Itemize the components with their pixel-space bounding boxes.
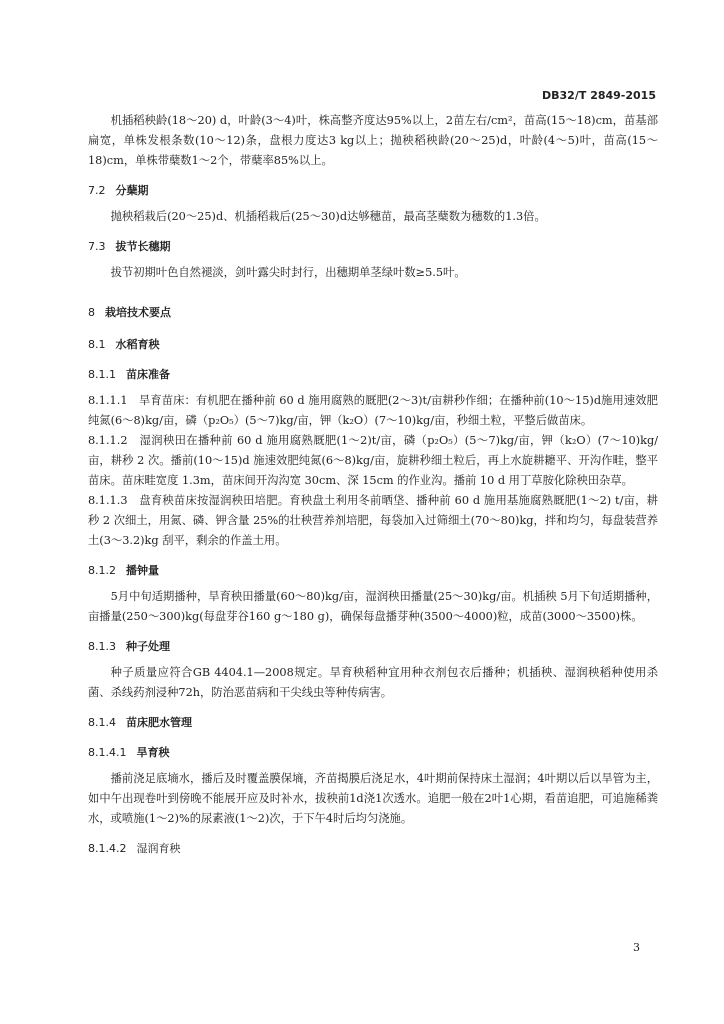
heading-title: 分蘖期	[115, 184, 149, 197]
section-heading-8-1-4-1	[88, 743, 658, 763]
heading-title: 水稻育秧	[115, 338, 160, 351]
document-body	[88, 111, 658, 859]
heading-title: 苗床准备	[126, 368, 170, 381]
heading-number: 8.1.2	[88, 564, 116, 577]
heading-title: 播钟量	[126, 564, 159, 577]
section-heading-8-1-2	[88, 561, 658, 581]
page-number: 3	[633, 941, 640, 954]
section-heading-8-1	[88, 335, 658, 355]
heading-title: 旱育秧	[136, 746, 170, 759]
body-paragraph: 种子质量应符合GB 4404.1—2008规定。旱育秧稻种宜用种衣剂包衣后播种；机插秧、湿润秧稻种使用杀菌、杀线药剂浸种72h，防治恶苗病和干尖线虫等种传病害。	[88, 666, 658, 699]
heading-number: 8	[88, 306, 95, 319]
section-heading-8	[88, 303, 658, 323]
heading-number: 8.1.4.1	[88, 746, 127, 759]
heading-number: 7.2	[88, 184, 106, 197]
body-paragraph: 抛秧稻栽后(20～25)d、机插稻栽后(25～30)d达够穗苗，最高茎蘖数为穗数的1.3倍。	[110, 210, 546, 223]
heading-number: 8.1	[88, 338, 106, 351]
numbered-paragraph-8-1-1-2	[88, 431, 658, 491]
numbered-paragraph-8-1-1-1	[88, 391, 658, 431]
heading-title: 拔节长穗期	[115, 240, 171, 253]
clause-number: 8.1.1.2	[88, 434, 128, 447]
clause-number: 8.1.1.3	[88, 494, 128, 507]
section-heading-8-1-4-2	[88, 839, 658, 859]
clause-text: 旱育苗床：有机肥在播种前 60 d 施用腐熟的厩肥(2～3)t/亩耕秒作细；在播种前(10～15)d施用速效肥纯氮(6～8)kg/亩，磷（p₂O₅）(5～7)kg/亩，钾（k₂O）(7～10)kg/亩，秒细土粒，平整后做苗床。	[88, 394, 658, 427]
section-heading-8-1-4	[88, 713, 658, 733]
section-heading-8-1-1	[88, 365, 658, 385]
heading-number: 8.1.1	[88, 368, 116, 381]
section-heading-7-3	[88, 237, 658, 257]
clause-text: 盘育秧苗床按湿润秧田培肥。育秧盘土利用冬前晒垡、播种前 60 d 施用基施腐熟厩肥(1～2) t/亩，耕秒 2 次细土，用氮、磷、钾含量 25%的壮秧营养剂培肥，每袋加入过筛细土(70～80)kg，拌和均匀，每盘装营养土(3～3.2)kg 刮平，剩余的作盖土用。	[88, 494, 658, 547]
heading-title: 湿润育秧	[136, 842, 181, 855]
heading-number: 8.1.4.2	[88, 842, 127, 855]
heading-number: 8.1.3	[88, 640, 116, 653]
body-paragraph: 5月中旬适期播种，旱育秧田播量(60～80)kg/亩，湿润秧田播量(25～30)kg/亩。机插秧 5月下旬适期播种，亩播量(250～300)kg(每盘芽谷160 g～180 g)，确保每盘播芽种(3500～4000)粒，成苗(3000～3500)株。	[88, 590, 658, 623]
numbered-paragraph-8-1-1-3	[88, 491, 658, 551]
clause-text: 湿润秧田在播种前 60 d 施用腐熟厩肥(1～2)t/亩，磷（p₂O₅）(5～7)kg/亩，钾（k₂O）(7～10)kg/亩，耕秒 2 次。播前(10～15)d 施速效肥纯氮(6～8)kg/亩，旋耕秒细土粒后，再上水旋耕耱平、开沟作畦，整平苗床。苗床畦宽度 1.3m，苗床间开沟沟宽 30cm、深 15cm 的作业沟。播前 10 d 用丁草胺化除秧田杂草。	[88, 434, 658, 487]
section-heading-8-1-3	[88, 637, 658, 657]
body-paragraph: 机插稻秧龄(18～20) d，叶龄(3～4)叶，株高整齐度达95%以上，2苗左右/cm²，苗高(15～18)cm，苗基部扁宽，单株发根条数(10～12)条，盘根力度达3 kg以上；抛秧稻秧龄(20～25)d，叶龄(4～5)叶，苗高(15～18)cm，单株带蘖数1～2个，带蘖率85%以上。	[88, 114, 658, 167]
body-paragraph: 播前浇足底墒水，播后及时覆盖膜保墒，齐苗揭膜后浇足水，4叶期前保持床土湿润；4叶期以后以旱管为主，如中午出现卷叶到傍晚不能展开应及时补水，拔秧前1d浇1次透水。追肥一般在2叶1心期，看苗追肥，可追施稀粪水，或喷施(1～2)%的尿素液(1～2)次，于下午4时后均匀浇施。	[88, 772, 658, 825]
heading-number: 8.1.4	[88, 716, 116, 729]
body-paragraph: 拔节初期叶色自然褪淡，剑叶露尖时封行，出穗期单茎绿叶数≥5.5叶。	[110, 266, 466, 279]
section-heading-7-2	[88, 181, 658, 201]
heading-title: 苗床肥水管理	[126, 716, 192, 729]
clause-number: 8.1.1.1	[88, 394, 128, 407]
heading-number: 7.3	[88, 240, 106, 253]
heading-title: 种子处理	[126, 640, 170, 653]
standard-number: DB32/T 2849-2015	[542, 89, 656, 102]
heading-title: 栽培技术要点	[105, 306, 171, 319]
